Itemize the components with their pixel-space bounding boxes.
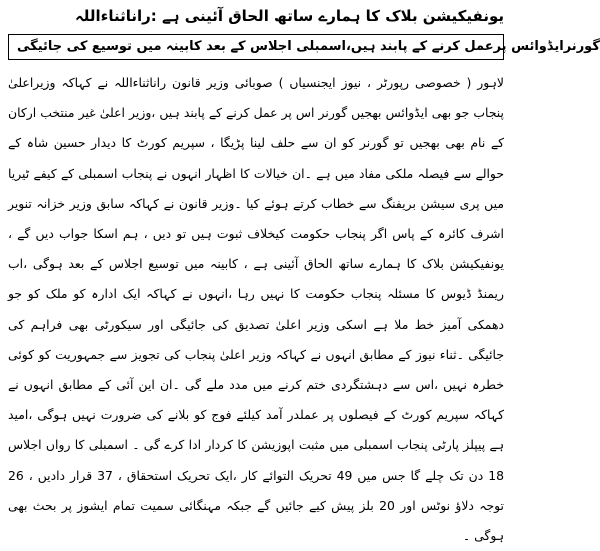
- article-headline: یونفیکیشن بلاک کا ہمارے ساتھ الحاق آئینی ہے :راناثناءاللہ: [74, 7, 504, 25]
- news-article: [8, 4, 600, 544]
- article-body: لاہور ( خصوصی رپورٹر ، نیوز ایجنسیاں ) صوبائی وزیر قانون راناثناءاللہ نے کہاکہ وزیراعلیٰ پنجاب جو بھی ایڈوائس بھجیں گورنر اس پر عمل کرنے کے پابند ہیں ،وزیر اعلیٰ غیر منتخب ارکان کے نام بھی بھجیں تو گورنر کو ان سے حلف لینا پڑیگا ، سپریم کورٹ کا دیدار حسین شاہ کے حوالے سے فیصلہ ملکی مفاد میں ہے ۔ان خیالات کا اظہار انہوں نے پنجاب اسمبلی کے کیفے ٹیریا میں پری سیشن بریفنگ سے خطاب کرتے ہوئے کیا ۔وزیر قانون نے کہاکہ سابق وزیر خزانہ تنویر اشرف کائرہ کے پاس اگر پنجاب حکومت کیخلاف ثبوت ہیں تو دیں ، ہم اسکا جواب دیں گے ، یونفیکیشن بلاک کا ہمارے ساتھ الحاق آئینی ہے ، کابینہ میں توسیع اجلاس کے بعد ہوگی ،اب ریمنڈ ڈیوس کا مسئلہ پنجاب حکومت کا نہیں رہا ،انہوں نے کہاکہ ایک ادارہ کو ملک کو جو دھمکی آمیز خط ملا ہے اسکی وزیر اعلیٰ تصدیق کی جائیگی اور سیکورٹی بھی فراہم کی جائیگی ۔ثناء نیوز کے مطابق انہوں نے کہاکہ وزیر اعلیٰ پنجاب کی تجویز سے جمہوریت کو کوئی خطرہ نہیں ،اس سے دہشتگردی ختم کرنے میں مدد ملے گی ۔ان این آئی کے مطابق انہوں نے کہاکہ سپریم کورٹ کے فیصلوں پر عملدر آمد کیلئے فوج کو بلانے کی ضرورت نہیں ہوگی ،امید ہے پیپلز پارٹی پنجاب اسمبلی میں مثبت اپوزیشن کا کردار ادا کرے گی ۔ اسمبلی کا رواں اجلاس 18 دن تک چلے گا جس میں 49 تحریک التوائے کار ،ایک تحریک استحقاق ، 37 قرار دادیں ، 26 توجہ دلاؤ نوٹس اور 20 بلز پیش کیے جائیں گے جبکہ مہنگائی سمیت تمام ایشوز پر بحث بھی ہوگی ۔: [8, 75, 504, 544]
- article-subheadline: گورنرایڈوائس پرعمل کرنے کے پابند ہیں،اسمبلی اجلاس کے بعد کابینہ میں توسیع کی جائیگی: [17, 39, 600, 54]
- subheadline-box: [8, 34, 600, 60]
